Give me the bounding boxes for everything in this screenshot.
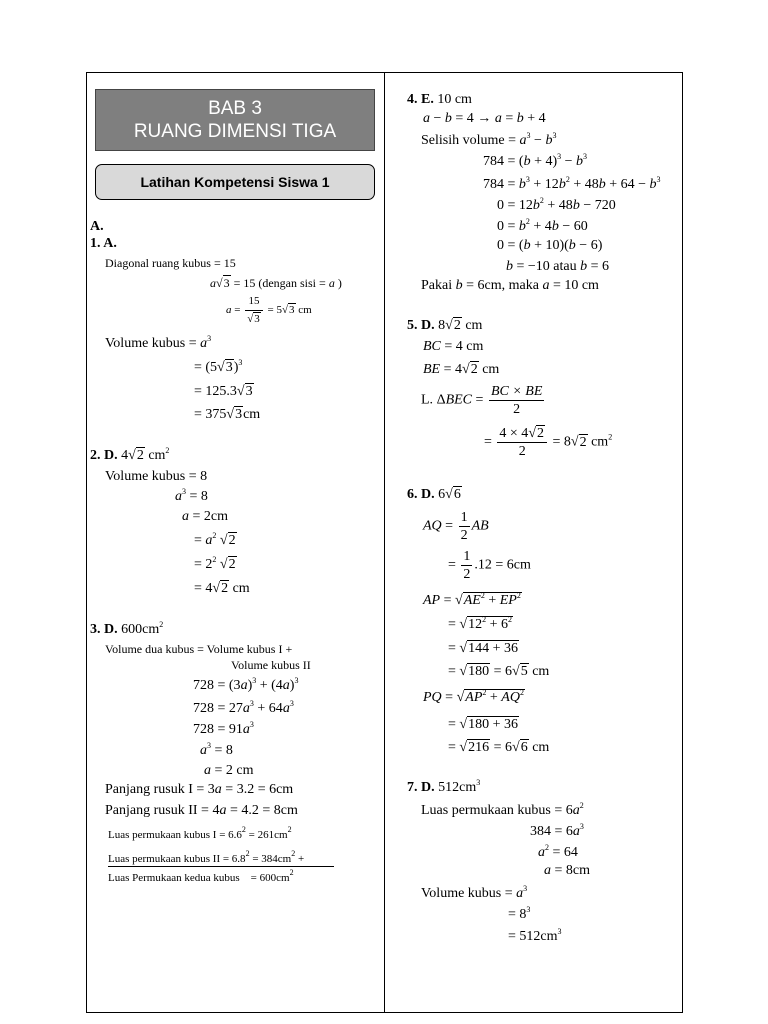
q1-step1: = $(5√3)^3$ bbox=[194, 358, 243, 375]
q2-line1: Volume kubus = 8 bbox=[105, 469, 208, 484]
q3-line11: Luas permukaan kubus II = $6.8^2 = 384cm^2$ + bbox=[108, 849, 305, 865]
q3-line1: Volume dua kubus = Volume kubus I + bbox=[105, 642, 293, 656]
column-divider bbox=[384, 72, 385, 1013]
q5-line4: = $\frac{4 \times 4√2}{2}$ = 8√2 $cm^2$ bbox=[484, 426, 613, 459]
q6-line1: AQ = $\frac{1}{2}$ AB bbox=[423, 510, 489, 543]
q4-line5: $0 = 12b^2 + 48b - 720$ bbox=[497, 196, 616, 213]
q6-line3: AP = $√AE^2 + EP^2$ bbox=[423, 591, 521, 608]
chapter-title: RUANG DIMENSI TIGA bbox=[133, 121, 337, 142]
q7-header: 7. D. $512cm^3$ bbox=[407, 778, 481, 795]
q3-line12: Luas Permukaan kedua kubus = $600cm^2$ bbox=[108, 868, 294, 884]
q2-line6: = 4√2 cm bbox=[194, 581, 250, 596]
q7-line5: Volume kubus = $a^3$ bbox=[421, 884, 528, 901]
chapter-title-box bbox=[95, 89, 375, 151]
q5-line3: L. ΔBEC = $\frac{BC \times BE}{2}$ bbox=[421, 384, 543, 417]
q2-line3: a = 2cm bbox=[182, 509, 228, 524]
q4-line7: 0 = (b + 10)(b − 6) bbox=[497, 238, 603, 253]
q1-step3: = 375√3cm bbox=[194, 407, 261, 422]
q6-line8: = √180 + 36 bbox=[448, 717, 518, 732]
q4-line1: a − b = 4 → a = b + 4 bbox=[423, 111, 546, 126]
q7-line7: = $512cm^3$ bbox=[508, 927, 562, 944]
exercise-title: Latihan Kompetensi Siswa 1 bbox=[95, 164, 375, 200]
q4-line9: Pakai b = 6cm, maka a = 10 cm bbox=[421, 278, 599, 293]
q4-line2: Selisih volume = $a^3 - b^3$ bbox=[421, 131, 557, 148]
q2-line4: = $a^2$ √2 bbox=[194, 531, 236, 548]
q3-line2: Volume kubus II bbox=[231, 658, 311, 672]
q3-line3: $728 = (3a)^3 + (4a)^3$ bbox=[193, 676, 299, 693]
q6-header: 6. D. 6√6 bbox=[407, 487, 461, 502]
q6-line5: = √144 + 36 bbox=[448, 641, 518, 656]
q2-line2: $a^3 = 8$ bbox=[175, 487, 208, 504]
q7-line1: Luas permukaan kubus = $6a^2$ bbox=[421, 801, 584, 818]
q6-line7: PQ = $√AP^2 + AQ^2$ bbox=[423, 688, 524, 705]
q3-line5: $728 = 91a^3$ bbox=[193, 720, 254, 737]
q1-step2: = 125.3√3 bbox=[194, 384, 253, 399]
q3-line10: Luas permukaan kubus $I = 6.6^2 = 261cm^2$ bbox=[108, 825, 292, 841]
q6-line6: = √180 = 6√5 cm bbox=[448, 664, 550, 679]
q6-line2: = $\frac{1}{2}$ .12 = 6cm bbox=[448, 549, 531, 582]
q2-line5: = $2^2$ √2 bbox=[194, 555, 236, 572]
q7-line4: a = 8cm bbox=[544, 863, 590, 878]
chapter-number: BAB 3 bbox=[208, 98, 262, 119]
q7-line6: = $8^3$ bbox=[508, 905, 531, 922]
sum-rule bbox=[108, 866, 334, 867]
q4-line8: b = −10 atau b = 6 bbox=[506, 259, 610, 274]
q3-line7: a = 2 cm bbox=[204, 763, 254, 778]
q6-line4: = $√12^2 + 6^2$ bbox=[448, 615, 512, 632]
q5-header: 5. D. 8√2 cm bbox=[407, 318, 483, 333]
q1-line2: a√3 = 15 (dengan sisi = a ) bbox=[210, 276, 342, 290]
q3-line9: Panjang rusuk II = 4a = 4.2 = 8cm bbox=[105, 803, 298, 818]
q1-volume: Volume kubus = $a^3$ bbox=[105, 334, 212, 351]
q1-number: 1. A. bbox=[90, 236, 117, 251]
q5-line1: BC = 4 cm bbox=[423, 339, 484, 354]
q7-line3: $a^2 = 64$ bbox=[538, 843, 578, 860]
q4-line3: $784 = (b + 4)^3 - b^3$ bbox=[483, 152, 588, 169]
q6-line9: = √216 = 6√6 cm bbox=[448, 740, 550, 755]
q3-line6: $a^3 = 8$ bbox=[200, 741, 233, 758]
q2-header: 2. D. 4√2 $cm^2$ bbox=[90, 446, 170, 463]
q3-line8: Panjang rusuk I = 3a = 3.2 = 6cm bbox=[105, 782, 294, 797]
section-label: A. bbox=[90, 219, 104, 234]
q4-header: 4. E. 10 cm bbox=[407, 92, 472, 107]
q1-line3: a = $\frac{15}{√3}$ = 5√3 cm bbox=[226, 295, 312, 325]
q3-header: 3. D. $600cm^2$ bbox=[90, 620, 164, 637]
q1-line1: Diagonal ruang kubus = 15 bbox=[105, 256, 236, 270]
q3-line4: $728 = 27a^3 + 64a^3$ bbox=[193, 699, 294, 716]
q4-line4: $784 = b^3 + 12b^2 + 48b + 64 - b^3$ bbox=[483, 175, 661, 192]
q5-line2: BE = 4√2 cm bbox=[423, 362, 500, 377]
q7-line2: $384 = 6a^3$ bbox=[530, 822, 584, 839]
q4-line6: $0 = b^2 + 4b - 60$ bbox=[497, 217, 588, 234]
